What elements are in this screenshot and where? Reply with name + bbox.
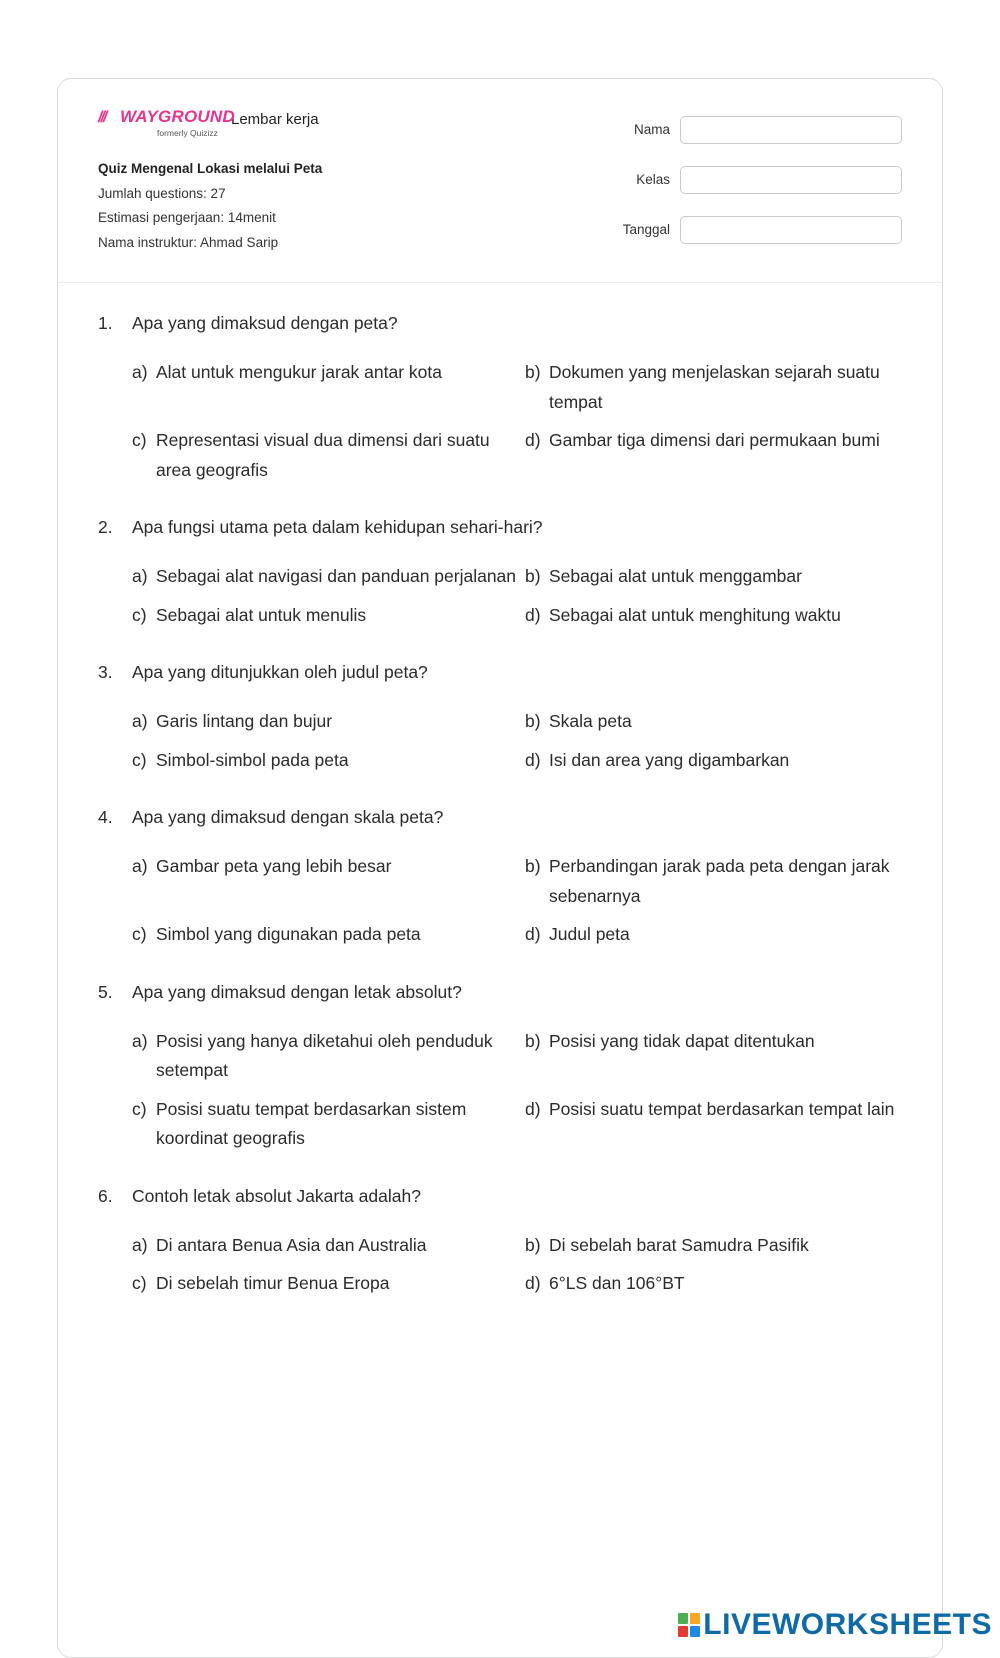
option-text: Simbol yang digunakan pada peta (156, 924, 421, 944)
option-d[interactable] (525, 601, 905, 631)
question-6 (98, 1185, 904, 1299)
option-letter: c) (132, 1273, 147, 1293)
option-letter: d) (525, 749, 541, 770)
option-letter: c) (132, 924, 147, 944)
option-letter: a) (132, 1030, 148, 1051)
liveworksheets-blocks-icon (678, 1613, 700, 1637)
option-text: Perbandingan jarak pada peta dengan jarak sebenarnya (549, 856, 890, 906)
option-d[interactable] (525, 746, 905, 776)
question-stem (98, 312, 904, 334)
question-text: Apa yang dimaksud dengan skala peta? (132, 807, 444, 827)
quiz-meta (98, 157, 322, 255)
option-text: Di antara Benua Asia dan Australia (156, 1234, 427, 1255)
options (132, 1027, 904, 1154)
logo-subtitle: formerly Quizizz (157, 128, 218, 138)
instructor-name: Nama instruktur: Ahmad Sarip (98, 234, 279, 250)
option-c[interactable] (132, 426, 525, 485)
question-3 (98, 661, 904, 775)
liveworksheets-wordmark: LIVEWORKSHEETS (703, 1608, 992, 1641)
time-estimate: Estimasi pengerjaan: 14menit (98, 210, 276, 225)
option-text: Alat untuk mengukur jarak antar kota (156, 362, 442, 382)
option-letter: a) (132, 566, 148, 586)
option-text: 6°LS dan 106°BT (549, 1273, 685, 1293)
question-stem (98, 806, 904, 828)
option-c[interactable] (132, 601, 525, 631)
question-text: Apa yang dimaksud dengan letak absolut? (132, 981, 462, 1002)
option-text: Skala peta (549, 711, 632, 731)
option-letter: a) (132, 1234, 148, 1255)
logo-text: WAYGROUND (120, 107, 235, 126)
question-stem (98, 1185, 904, 1207)
question-stem (98, 981, 904, 1003)
option-c[interactable] (132, 1095, 525, 1154)
option-c[interactable] (132, 920, 525, 950)
options (132, 1231, 904, 1299)
option-text: Sebagai alat navigasi dan panduan perjalanan (156, 566, 517, 586)
option-text: Representasi visual dua dimensi dari suatu area geografis (156, 430, 490, 480)
worksheet-header (58, 79, 942, 283)
question-number: 5. (98, 981, 113, 1002)
field-label: Kelas (636, 172, 670, 187)
option-a[interactable] (132, 1231, 525, 1261)
question-list (98, 312, 904, 1330)
option-a[interactable] (132, 358, 525, 417)
field-label: Tanggal (622, 222, 670, 237)
nama-input[interactable] (680, 116, 902, 144)
option-b[interactable] (525, 358, 905, 417)
question-number: 1. (98, 313, 113, 333)
question-number: 3. (98, 662, 113, 682)
option-letter: d) (525, 1098, 541, 1119)
brand (98, 107, 319, 141)
question-number: 4. (98, 807, 113, 827)
option-b[interactable] (525, 562, 905, 592)
wayground-logo (98, 107, 235, 141)
option-text: Isi dan area yang digambarkan (549, 749, 790, 770)
question-text: Apa fungsi utama peta dalam kehidupan sehari-hari? (132, 517, 543, 537)
field-kelas (623, 165, 902, 194)
kelas-input[interactable] (680, 166, 902, 194)
option-text: Judul peta (549, 924, 630, 944)
sheet-type-label: Lembar kerja (231, 111, 319, 128)
option-text: Dokumen yang menjelaskan sejarah suatu tempat (549, 362, 880, 412)
option-text: Gambar peta yang lebih besar (156, 856, 392, 876)
option-b[interactable] (525, 1231, 905, 1261)
option-letter: d) (525, 430, 541, 450)
option-d[interactable] (525, 1095, 905, 1154)
option-b[interactable] (525, 852, 905, 911)
question-text: Contoh letak absolut Jakarta adalah? (132, 1185, 421, 1206)
options (132, 707, 904, 775)
option-letter: c) (132, 604, 147, 625)
option-letter: c) (132, 1098, 147, 1119)
option-letter: b) (525, 1234, 541, 1255)
question-number: 6. (98, 1185, 113, 1206)
option-letter: b) (525, 856, 541, 876)
options (132, 852, 904, 950)
option-letter: b) (525, 711, 541, 731)
quiz-title: Quiz Mengenal Lokasi melalui Peta (98, 161, 323, 176)
question-2 (98, 516, 904, 630)
option-letter: d) (525, 924, 541, 944)
option-d[interactable] (525, 1269, 905, 1299)
option-letter: a) (132, 362, 148, 382)
liveworksheets-logo (678, 1608, 992, 1642)
question-1 (98, 312, 904, 485)
tanggal-input[interactable] (680, 216, 902, 244)
option-d[interactable] (525, 920, 905, 950)
option-text: Gambar tiga dimensi dari permukaan bumi (549, 430, 880, 450)
option-a[interactable] (132, 852, 525, 911)
option-b[interactable] (525, 707, 905, 737)
question-text: Apa yang dimaksud dengan peta? (132, 313, 398, 333)
option-text: Garis lintang dan bujur (156, 711, 333, 731)
field-nama (623, 115, 902, 144)
option-b[interactable] (525, 1027, 905, 1086)
option-letter: d) (525, 1273, 541, 1293)
options (132, 358, 904, 485)
question-4 (98, 806, 904, 950)
option-text: Posisi suatu tempat berdasarkan sistem koordinat geografis (156, 1098, 467, 1148)
option-a[interactable] (132, 1027, 525, 1086)
option-text: Simbol-simbol pada peta (156, 749, 349, 770)
option-a[interactable] (132, 562, 525, 592)
question-stem (98, 516, 904, 538)
option-letter: b) (525, 566, 541, 586)
logo-bars-icon: /// (98, 109, 106, 126)
option-text: Di sebelah barat Samudra Pasifik (549, 1234, 809, 1255)
option-text: Posisi yang hanya diketahui oleh penduduk setempat (156, 1030, 493, 1080)
option-text: Sebagai alat untuk menghitung waktu (549, 604, 841, 625)
option-letter: b) (525, 362, 541, 382)
option-text: Posisi yang tidak dapat ditentukan (549, 1030, 815, 1051)
option-letter: b) (525, 1030, 541, 1051)
option-letter: a) (132, 711, 148, 731)
option-letter: c) (132, 749, 147, 770)
option-letter: d) (525, 604, 541, 625)
option-c[interactable] (132, 746, 525, 776)
question-text: Apa yang ditunjukkan oleh judul peta? (132, 662, 428, 682)
option-c[interactable] (132, 1269, 525, 1299)
option-text: Sebagai alat untuk menggambar (549, 566, 802, 586)
option-d[interactable] (525, 426, 905, 485)
option-text: Sebagai alat untuk menulis (156, 604, 367, 625)
field-label: Nama (633, 122, 670, 137)
option-text: Posisi suatu tempat berdasarkan tempat lain (549, 1098, 895, 1119)
field-tanggal (623, 215, 902, 244)
option-letter: a) (132, 856, 148, 876)
student-fields (623, 115, 902, 265)
worksheet (57, 78, 943, 1658)
questions-count: Jumlah questions: 27 (98, 185, 226, 201)
question-stem (98, 661, 904, 683)
question-number: 2. (98, 517, 113, 537)
option-text: Di sebelah timur Benua Eropa (156, 1273, 390, 1293)
option-letter: c) (132, 430, 147, 450)
question-5 (98, 981, 904, 1154)
option-a[interactable] (132, 707, 525, 737)
options (132, 562, 904, 630)
